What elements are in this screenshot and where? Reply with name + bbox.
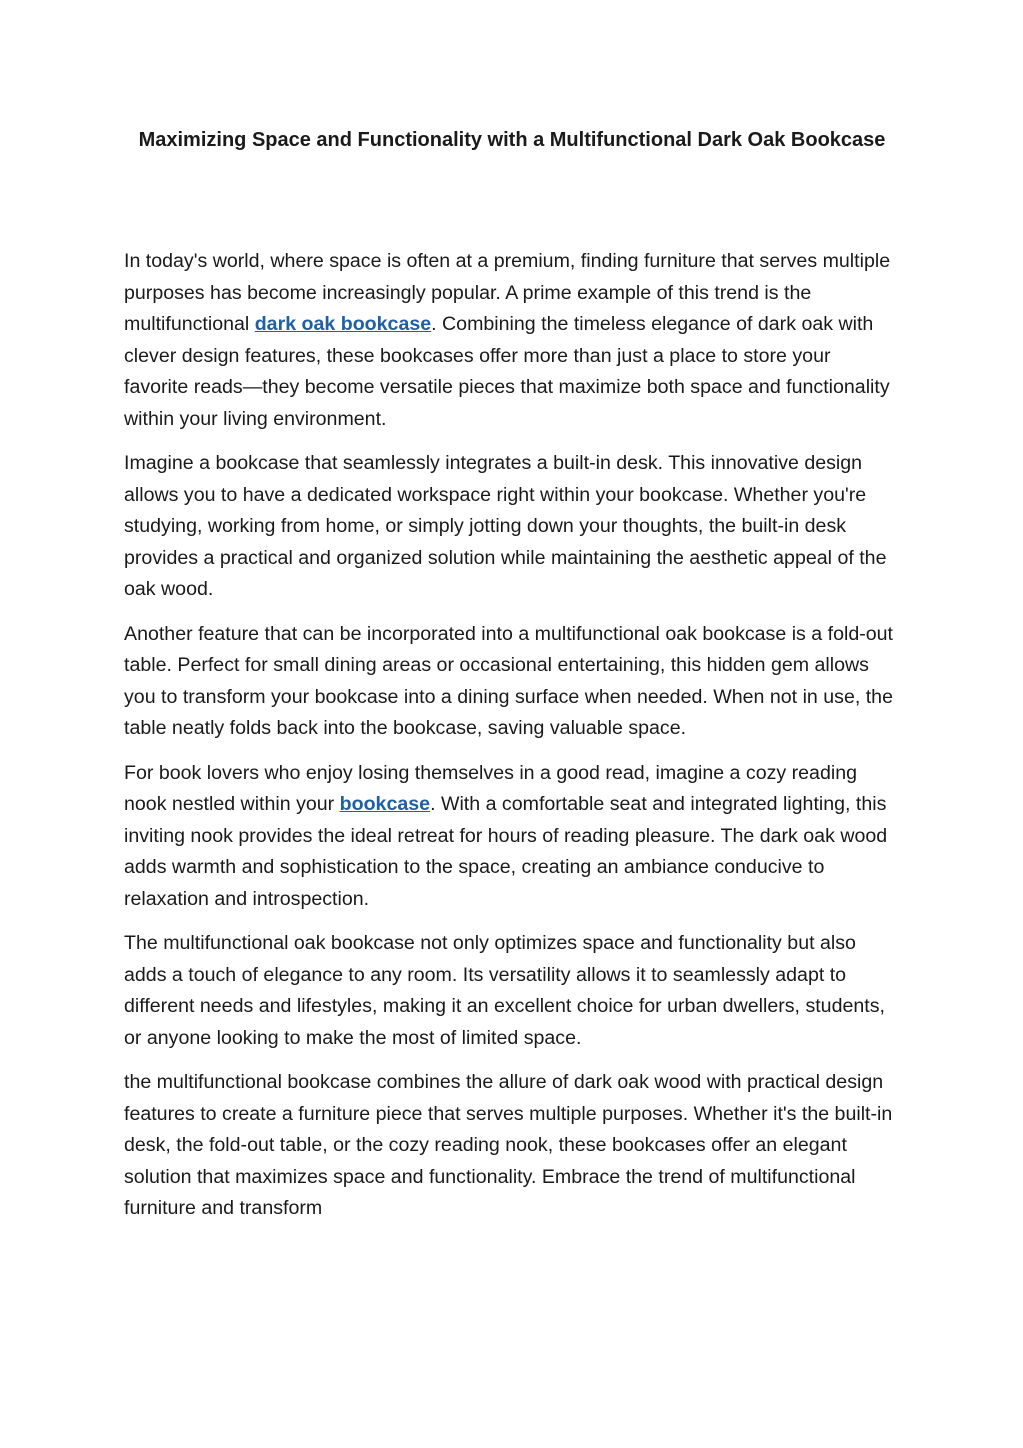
- bookcase-link[interactable]: bookcase: [339, 793, 431, 815]
- document-title: Maximizing Space and Functionality with a Multifunctional Dark Oak Bookcase: [138, 129, 886, 151]
- paragraph-intro: [124, 246, 900, 435]
- dark-oak-bookcase-link[interactable]: dark oak bookcase: [254, 313, 432, 335]
- paragraph-conclusion: the multifunctional bookcase combines the allure of dark oak wood with practical design features to create a furniture piece that serves multiple purposes. Whether it's the built-in desk, the fold-out table, or the cozy reading nook, these bookcases offer an elegant solution that maximizes space and functionality. Embrace the trend of multifunctional furniture and transform: [124, 1071, 893, 1219]
- paragraph-intro-text-after: . Combining the timeless elegance of dark oak with clever design features, these bookcases offer more than just a place to store your favorite reads—they become versatile pieces that maximize both space and functionality within your living environment.: [124, 313, 890, 430]
- paragraph-versatility: The multifunctional oak bookcase not only optimizes space and functionality but also adds a touch of elegance to any room. Its versatility allows it to seamlessly adapt to different needs and lifestyles, making it an excellent choice for urban dwellers, students, or anyone looking to make the most of limited space.: [124, 932, 885, 1049]
- paragraph-fold-out-table: Another feature that can be incorporated into a multifunctional oak bookcase is a fold-out table. Perfect for small dining areas or occasional entertaining, this hidden gem allows you to transform your bookcase into a dining surface when needed. When not in use, the table neatly folds back into the bookcase, saving valuable space.: [124, 622, 893, 739]
- paragraph-intro-text-before: In today's world, where space is often at a premium, finding furniture that serves multiple purposes has become increasingly popular. A prime example of this trend is the multifunctional: [124, 250, 891, 335]
- document-body: [124, 246, 900, 1238]
- paragraph-reading-nook: [124, 758, 900, 916]
- paragraph-reading-nook-text-after: . With a comfortable seat and integrated lighting, this inviting nook provides the ideal retreat for hours of reading pleasure. The dark oak wood adds warmth and sophistication to the space, creating an ambiance conducive to relaxation and introspection.: [124, 793, 888, 910]
- paragraph-built-in-desk: Imagine a bookcase that seamlessly integrates a built-in desk. This innovative design allows you to have a dedicated workspace right within your bookcase. Whether you're studying, working from home, or simply jotting down your thoughts, the built-in desk provides a practical and organized solution while maintaining the aesthetic appeal of the oak wood.: [124, 452, 887, 600]
- paragraph-reading-nook-text-before: For book lovers who enjoy losing themselves in a good read, imagine a cozy reading nook nestled within your: [124, 761, 857, 815]
